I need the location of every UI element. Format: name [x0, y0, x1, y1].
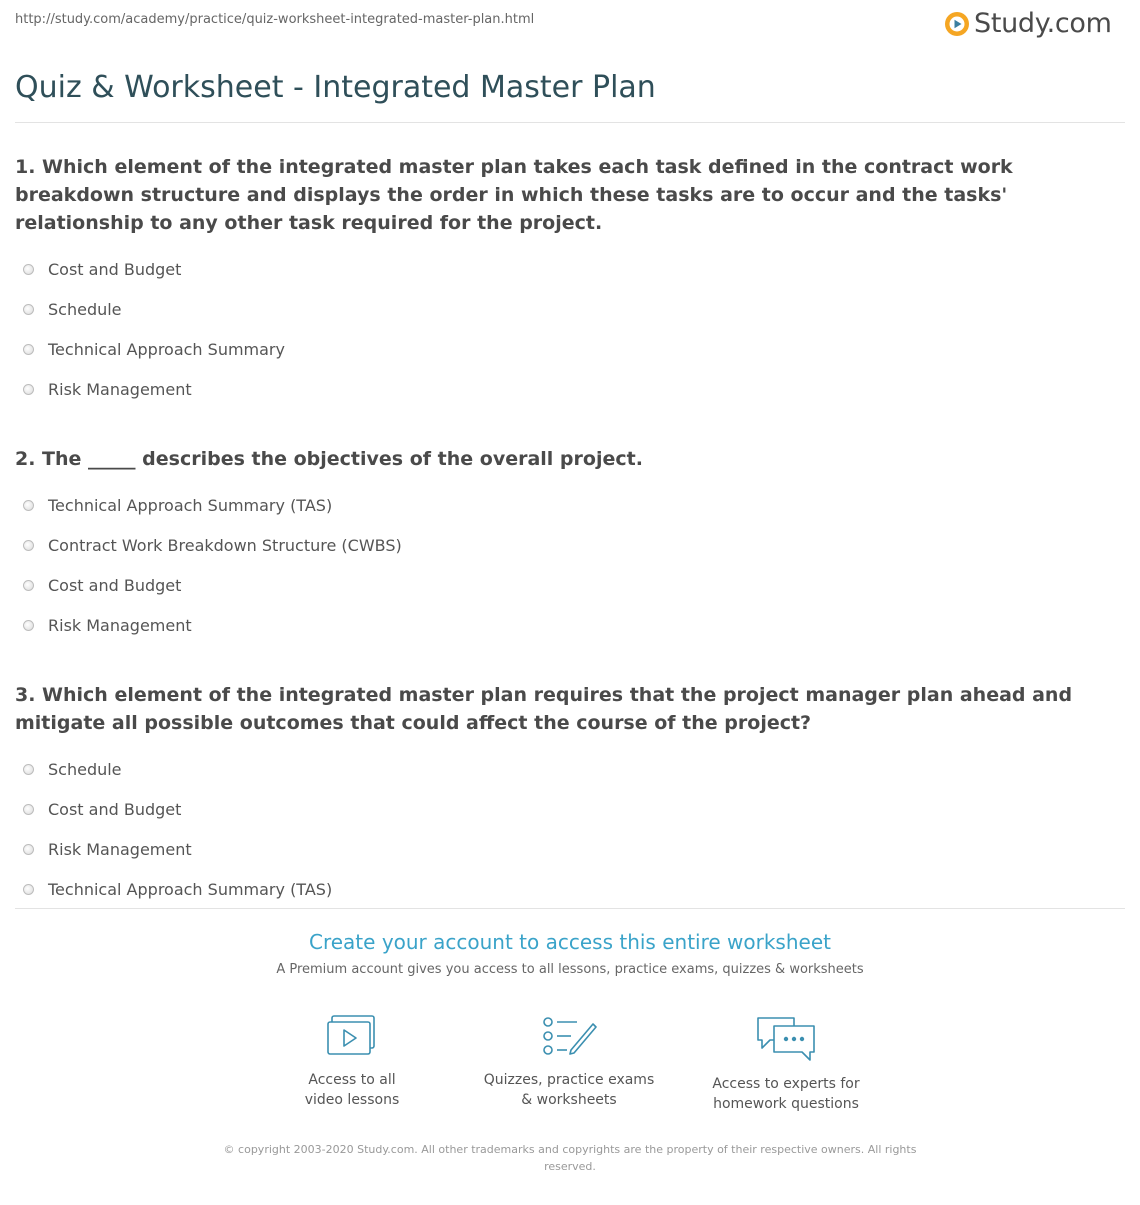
radio-button-icon[interactable]: [23, 620, 34, 631]
answer-label: Schedule: [48, 299, 122, 319]
radio-button-icon[interactable]: [23, 344, 34, 355]
answer-label: Technical Approach Summary (TAS): [48, 879, 333, 899]
answer-label: Risk Management: [48, 839, 192, 859]
question-block: [15, 153, 1115, 409]
question-block: [15, 445, 1115, 645]
radio-button-icon[interactable]: [23, 264, 34, 275]
feature-quizzes: [469, 1014, 669, 1110]
answer-option[interactable]: [15, 605, 1115, 645]
answer-option[interactable]: [15, 829, 1115, 869]
answer-option[interactable]: [15, 869, 1115, 909]
answer-label: Cost and Budget: [48, 575, 182, 595]
answer-option[interactable]: [15, 329, 1115, 369]
study-logo[interactable]: [944, 8, 1112, 39]
play-logo-icon: [944, 11, 970, 37]
answer-option[interactable]: [15, 565, 1115, 605]
radio-button-icon[interactable]: [23, 764, 34, 775]
answer-list: [15, 249, 1115, 409]
quiz-questions: [15, 153, 1115, 909]
chat-bubbles-icon: [754, 1014, 818, 1062]
answer-label: Contract Work Breakdown Structure (CWBS): [48, 535, 402, 555]
answer-option[interactable]: [15, 485, 1115, 525]
radio-button-icon[interactable]: [23, 540, 34, 551]
radio-button-icon[interactable]: [23, 500, 34, 511]
radio-button-icon[interactable]: [23, 804, 34, 815]
answer-label: Cost and Budget: [48, 259, 182, 279]
radio-button-icon[interactable]: [23, 384, 34, 395]
answer-label: Technical Approach Summary: [48, 339, 285, 359]
question-text: 3. Which element of the integrated master plan requires that the project manager plan ahead and mitigate all possible outcomes that could affect the course of the project?: [15, 684, 1073, 734]
feature-video-lessons: [252, 1014, 452, 1110]
answer-label: Technical Approach Summary (TAS): [48, 495, 333, 515]
divider: [15, 908, 1125, 909]
divider: [15, 122, 1125, 123]
question-block: [15, 681, 1115, 909]
premium-description: A Premium account gives you access to all lessons, practice exams, quizzes & worksheets: [276, 962, 864, 977]
feature-label: Quizzes, practice exams & worksheets: [483, 1072, 655, 1108]
answer-label: Schedule: [48, 759, 122, 779]
answer-label: Cost and Budget: [48, 799, 182, 819]
feature-label: Access to experts for homework questions: [712, 1076, 860, 1112]
answer-label: Risk Management: [48, 615, 192, 635]
question-text: 1. Which element of the integrated master plan takes each task defined in the contract work breakdown structure and displays the order in which these tasks are to occur and the tasks' relationship to any other task required for the project.: [15, 156, 1013, 234]
answer-option[interactable]: [15, 789, 1115, 829]
answer-label: Risk Management: [48, 379, 192, 399]
answer-option[interactable]: [15, 749, 1115, 789]
answer-list: [15, 749, 1115, 909]
logo-text: Study.com: [974, 8, 1112, 39]
radio-button-icon[interactable]: [23, 580, 34, 591]
question-text: 2. The _____ describes the objectives of the overall project.: [15, 448, 643, 470]
answer-list: [15, 485, 1115, 645]
radio-button-icon[interactable]: [23, 884, 34, 895]
feature-experts: [686, 1014, 886, 1114]
radio-button-icon[interactable]: [23, 304, 34, 315]
page-title: Quiz & Worksheet - Integrated Master Plan: [15, 70, 656, 105]
answer-option[interactable]: [15, 249, 1115, 289]
answer-option[interactable]: [15, 525, 1115, 565]
feature-label: Access to all video lessons: [304, 1072, 400, 1108]
video-lesson-icon: [326, 1014, 378, 1058]
page-url[interactable]: http://study.com/academy/practice/quiz-worksheet-integrated-master-plan.html: [15, 12, 535, 27]
copyright-notice: © copyright 2003-2020 Study.com. All other trademarks and copyrights are the property of their respective owners. All rights reserved.: [223, 1143, 917, 1173]
radio-button-icon[interactable]: [23, 844, 34, 855]
answer-option[interactable]: [15, 289, 1115, 329]
create-account-link[interactable]: Create your account to access this entire worksheet: [309, 930, 831, 954]
answer-option[interactable]: [15, 369, 1115, 409]
quiz-checklist-icon: [541, 1014, 597, 1058]
